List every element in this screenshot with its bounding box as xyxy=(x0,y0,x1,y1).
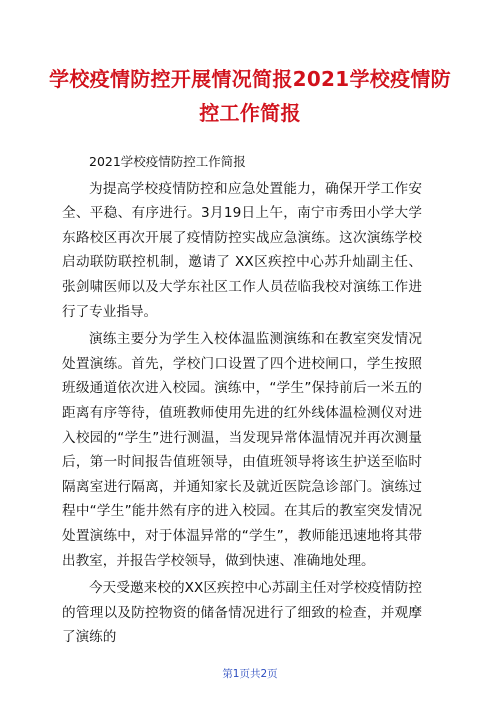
paragraph-3: 今天受邀来校的XX区疾控中心苏副主任对学校疫情防控的管理以及防控物资的储备情况进行了细致的检查，并观摩了演练的 xyxy=(62,580,422,646)
document-body xyxy=(62,150,422,653)
document-subtitle: 2021学校疫情防控工作简报 xyxy=(89,154,246,169)
paragraph-2: 演练主要分为学生入校体温监测演练和在教室突发情况处置演练。首先，学校门口设置了四个进校闸口，学生按照班级通道依次进入校园。演练中，“学生”保持前后一米五的距离有序等待，值班教师使用先进的红外线体温检测仪对进入校园的“学生”进行测温，当发现异常体温情况并再次测量后，第一时间报告值班领导，由值班领导将该生护送至临时隔离室进行隔离，并通知家长及就近医院急诊部门。演练过程中“学生”能井然有序的进入校园。在其后的教室突发情况处置演练中，对于体温异常的“学生”，教师能迅速地将其带出教室，并报告学校领导，做到快速、准确地处理。 xyxy=(62,331,422,569)
page-indicator: 第1页共2页 xyxy=(222,668,278,680)
paragraph-1: 为提高学校疫情防控和应急处置能力，确保开学工作安全、平稳、有序进行。3月19日上午，南宁市秀田小学大学东路校区再次开展了疫情防控实战应急演练。这次演练学校启动联防联控机制，邀请了 XX区疾控中心苏升灿副主任、张剑啸医师以及大学东社区工作人员莅临我校对演练工作进行了专业指导。 xyxy=(62,180,422,320)
document-title: 学校疫情防控开展情况简报2021学校疫情防控工作简报 xyxy=(49,67,451,125)
